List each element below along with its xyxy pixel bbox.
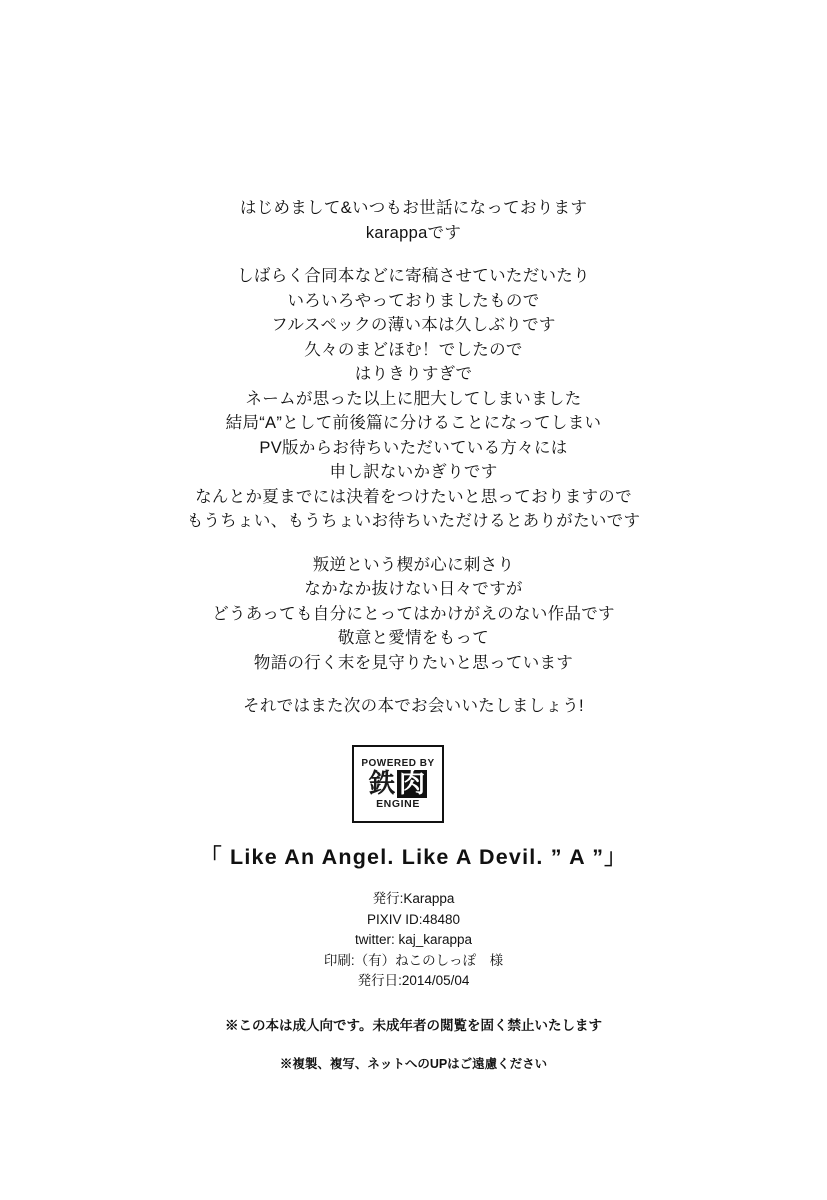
adult-content-notice: ※この本は成人向です。未成年者の閲覧を固く禁止いたします [225,1017,602,1033]
afterword-line: どうあっても自分にとってはかけがえのない作品です [212,604,615,623]
afterword-line: 申し訳ないかぎりです [329,463,498,481]
afterword-paragraph [0,553,827,676]
afterword-line: ネームが思った以上に肥大してしまいました [245,389,582,408]
credit-publish-date: 発行日:2014/05/04 [357,973,470,988]
afterword-line: いろいろやっておりましたもので [287,291,540,310]
afterword-line: 物語の行く末を見守りたいと思っています [253,653,574,672]
afterword-line: karappaです [365,223,462,242]
credit-printer: 印刷:（有）ねこのしっぽ 様 [323,952,504,968]
credit-pixiv-id: PIXIV ID:48480 [366,911,461,927]
stamp-kanji-niku: 肉 [399,769,426,799]
afterword-line: 敬意と愛情をもって [337,629,490,647]
afterword-line: もうちょい、もうちょいお待ちいただけるとありがたいです [186,512,641,530]
credit-publisher: 発行:Karappa [372,891,455,906]
spacer [0,675,827,694]
afterword-line: しばらく合同本などに寄稿させていただいたり [237,267,590,285]
afterword-line: 結局“A”として前後篇に分けることになってしまい [225,414,602,432]
credit-twitter: twitter: kaj_karappa [354,932,473,947]
afterword-line: PV版からお待ちいただいている方々には [259,438,568,457]
reproduction-notice: ※複製、複写、ネットへのUPはご遠慮ください [279,1056,548,1071]
afterword-line: なかなか抜けない日々ですが [304,580,523,598]
stamp-kanji-row [369,770,427,798]
afterword-line: フルスペックの薄い本は久しぶりです [271,316,556,334]
afterword-line: なんとか夏までには決着をつけたいと思っておりますので [195,487,632,506]
powered-by-label: POWERED BY [361,757,435,770]
afterword-paragraph [0,264,827,534]
powered-by-stamp-logo [352,745,444,823]
afterword-paragraph [0,196,827,245]
spacer [0,534,827,553]
afterword-line: 叛逆という楔が心に刺さり [312,555,515,574]
stamp-kanji-tetsu: 鉄 [368,769,395,799]
afterword-line: 久々のまどほむ！でしたので [304,340,523,359]
colophon-block [0,840,827,1072]
engine-label: ENGINE [376,798,420,810]
afterword-paragraph [0,694,827,719]
spacer [0,245,827,264]
afterword-line: それではまた次の本でお会いいたしましょう! [243,697,584,715]
book-title: 「 Like An Angel. Like A Devil. ” A ”」 [200,845,627,869]
afterword-line: はりきりすぎで [354,365,473,383]
afterword-text [0,196,827,719]
afterword-line: はじめまして&いつもお世話になっております [239,199,588,217]
